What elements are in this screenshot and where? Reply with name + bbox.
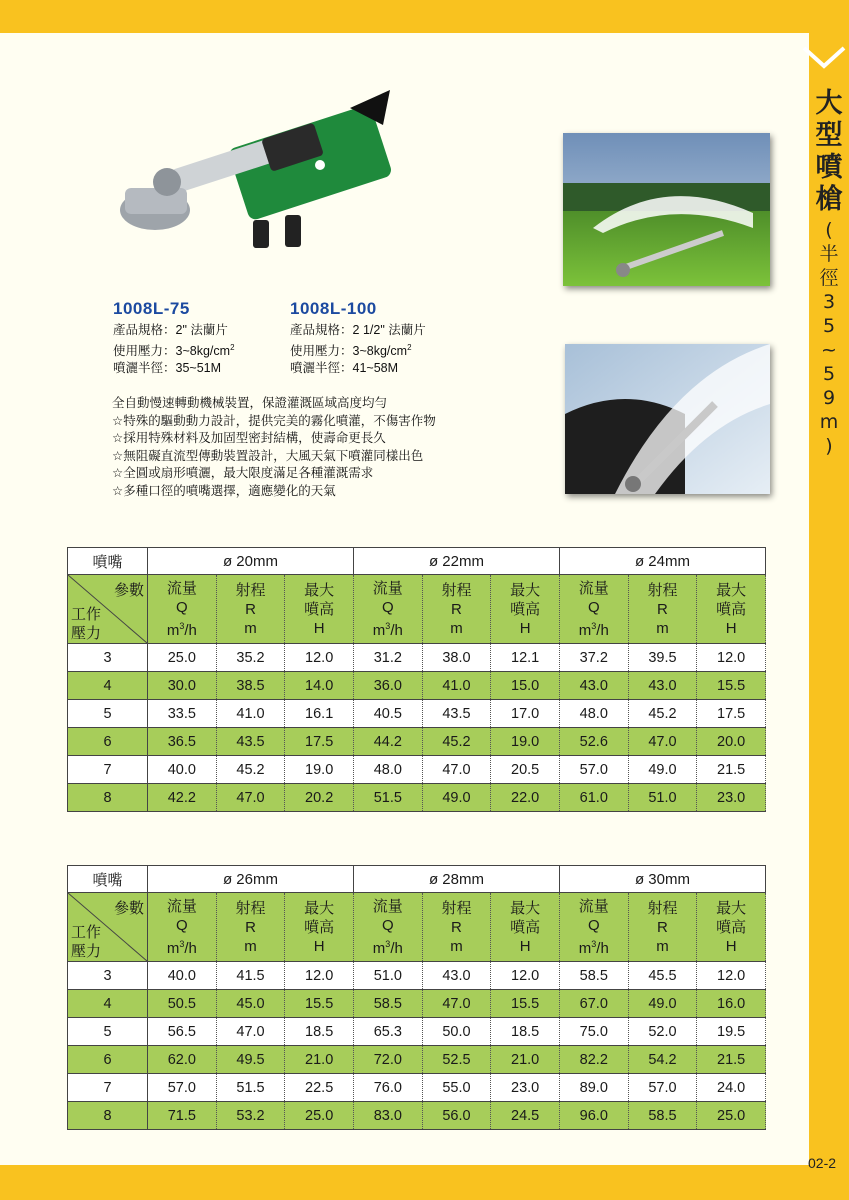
value-cell: 40.5 xyxy=(353,700,422,728)
range-header: 射程 R m xyxy=(216,893,285,962)
value-cell: 57.0 xyxy=(628,1074,697,1102)
value-cell: 67.0 xyxy=(559,990,628,1018)
value-cell: 36.5 xyxy=(148,728,217,756)
product-image xyxy=(115,70,405,270)
spec-table-1 xyxy=(67,547,766,812)
side-title: 大 型 噴 槍 xyxy=(815,88,843,215)
model-spec-size: 產品規格：2" 法蘭片 xyxy=(113,323,228,337)
model-spec-radius: 噴灑半徑：35~51M xyxy=(113,361,222,376)
model-spec-radius: 噴灑半徑：41~58M xyxy=(290,361,399,376)
pressure-cell: 5 xyxy=(68,1018,148,1046)
value-cell: 96.0 xyxy=(559,1102,628,1130)
value-cell: 40.0 xyxy=(148,756,217,784)
value-cell: 62.0 xyxy=(148,1046,217,1074)
value-cell: 65.3 xyxy=(353,1018,422,1046)
value-cell: 21.0 xyxy=(285,1046,354,1074)
value-cell: 22.0 xyxy=(491,784,560,812)
value-cell: 45.0 xyxy=(216,990,285,1018)
model-spec-size: 產品規格：2 1/2" 法蘭片 xyxy=(290,323,426,337)
feature-item: ☆全圓或扇形噴灑，最大限度滿足各種灌溉需求 xyxy=(112,465,374,480)
value-cell: 19.0 xyxy=(491,728,560,756)
value-cell: 15.5 xyxy=(697,672,766,700)
nozzle-size: ø 22mm xyxy=(353,548,559,575)
value-cell: 45.5 xyxy=(628,962,697,990)
value-cell: 61.0 xyxy=(559,784,628,812)
value-cell: 43.0 xyxy=(628,672,697,700)
table-row xyxy=(68,1102,766,1130)
value-cell: 12.0 xyxy=(285,962,354,990)
table-row xyxy=(68,644,766,672)
value-cell: 41.5 xyxy=(216,962,285,990)
value-cell: 24.5 xyxy=(491,1102,560,1130)
value-cell: 49.0 xyxy=(422,784,491,812)
flow-header: 流量 Q $m^3/h$ xyxy=(148,575,217,644)
range-header: 射程 R m xyxy=(628,893,697,962)
flow-header: 流量 Q $m^3/h$ xyxy=(353,893,422,962)
pressure-cell: 6 xyxy=(68,1046,148,1074)
value-cell: 51.5 xyxy=(353,784,422,812)
table-row xyxy=(68,990,766,1018)
model-spec-pressure: 使用壓力：$3\sim 8kg/cm^2$ xyxy=(290,343,412,359)
value-cell: 48.0 xyxy=(559,700,628,728)
value-cell: 14.0 xyxy=(285,672,354,700)
value-cell: 48.0 xyxy=(353,756,422,784)
value-cell: 17.0 xyxy=(491,700,560,728)
pressure-cell: 6 xyxy=(68,728,148,756)
value-cell: 57.0 xyxy=(559,756,628,784)
value-cell: 36.0 xyxy=(353,672,422,700)
chevron-down-icon xyxy=(800,40,849,80)
value-cell: 38.0 xyxy=(422,644,491,672)
value-cell: 47.0 xyxy=(216,784,285,812)
table-row xyxy=(68,700,766,728)
value-cell: 12.0 xyxy=(697,962,766,990)
height-header: 最大 噴高 H xyxy=(491,893,560,962)
table-row xyxy=(68,728,766,756)
pressure-cell: 4 xyxy=(68,672,148,700)
value-cell: 19.5 xyxy=(697,1018,766,1046)
flow-header: 流量 Q $m^3/h$ xyxy=(353,575,422,644)
value-cell: 49.5 xyxy=(216,1046,285,1074)
range-header: 射程 R m xyxy=(422,575,491,644)
table-row xyxy=(68,672,766,700)
feature-item: ☆無阻礙直流型傳動裝置設計，大風天氣下噴灌同樣出色 xyxy=(112,447,424,463)
pressure-cell: 4 xyxy=(68,990,148,1018)
page-number: 02-2 xyxy=(808,1155,837,1171)
value-cell: 54.2 xyxy=(628,1046,697,1074)
pressure-cell: 3 xyxy=(68,644,148,672)
value-cell: 43.0 xyxy=(422,962,491,990)
nozzle-header-row xyxy=(68,866,766,893)
value-cell: 50.0 xyxy=(422,1018,491,1046)
value-cell: 16.1 xyxy=(285,700,354,728)
value-cell: 52.6 xyxy=(559,728,628,756)
height-header: 最大 噴高 H xyxy=(697,575,766,644)
table-row xyxy=(68,1046,766,1074)
nozzle-label: 噴嘴 xyxy=(68,866,148,893)
value-cell: 56.0 xyxy=(422,1102,491,1130)
value-cell: 33.5 xyxy=(148,700,217,728)
value-cell: 47.0 xyxy=(216,1018,285,1046)
value-cell: 12.1 xyxy=(491,644,560,672)
feature-item: 全自動慢速轉動機械裝置，保證灌溉區域高度均勻 xyxy=(112,395,388,410)
feature-list xyxy=(112,394,436,499)
value-cell: 21.5 xyxy=(697,1046,766,1074)
corner-cell xyxy=(68,575,148,644)
value-cell: 45.2 xyxy=(216,756,285,784)
value-cell: 56.5 xyxy=(148,1018,217,1046)
field-photo xyxy=(563,133,770,286)
flow-header: 流量 Q $m^3/h$ xyxy=(559,575,628,644)
value-cell: 47.0 xyxy=(628,728,697,756)
table-row xyxy=(68,756,766,784)
flow-header: 流量 Q $m^3/h$ xyxy=(559,893,628,962)
value-cell: 53.2 xyxy=(216,1102,285,1130)
value-cell: 43.5 xyxy=(216,728,285,756)
value-cell: 38.5 xyxy=(216,672,285,700)
value-cell: 43.5 xyxy=(422,700,491,728)
model-spec-pressure: 使用壓力：$3\sim 8kg/cm^2$ xyxy=(113,343,235,359)
value-cell: 82.2 xyxy=(559,1046,628,1074)
value-cell: 25.0 xyxy=(697,1102,766,1130)
table-row xyxy=(68,784,766,812)
value-cell: 51.5 xyxy=(216,1074,285,1102)
value-cell: 24.0 xyxy=(697,1074,766,1102)
value-cell: 55.0 xyxy=(422,1074,491,1102)
value-cell: 49.0 xyxy=(628,990,697,1018)
value-cell: 16.0 xyxy=(697,990,766,1018)
nozzle-size: ø 28mm xyxy=(353,866,559,893)
param-header-row xyxy=(68,893,766,962)
value-cell: 58.5 xyxy=(628,1102,697,1130)
param-label: 參數 xyxy=(113,582,144,599)
value-cell: 20.2 xyxy=(285,784,354,812)
value-cell: 75.0 xyxy=(559,1018,628,1046)
pressure-cell: 8 xyxy=(68,784,148,812)
value-cell: 37.2 xyxy=(559,644,628,672)
value-cell: 20.5 xyxy=(491,756,560,784)
value-cell: 12.0 xyxy=(491,962,560,990)
feature-item: ☆採用特殊材料及加固型密封結構，使壽命更長久 xyxy=(112,430,386,445)
nozzle-size: ø 24mm xyxy=(559,548,765,575)
value-cell: 41.0 xyxy=(216,700,285,728)
value-cell: 31.2 xyxy=(353,644,422,672)
model-1008l-100 xyxy=(290,299,426,377)
value-cell: 51.0 xyxy=(353,962,422,990)
value-cell: 58.5 xyxy=(353,990,422,1018)
value-cell: 22.5 xyxy=(285,1074,354,1102)
value-cell: 17.5 xyxy=(697,700,766,728)
value-cell: 23.0 xyxy=(697,784,766,812)
nozzle-size: ø 26mm xyxy=(148,866,354,893)
height-header: 最大 噴高 H xyxy=(285,893,354,962)
feature-item: ☆特殊的驅動動力設計，提供完美的霧化噴灌，不傷害作物 xyxy=(112,412,436,428)
value-cell: 45.2 xyxy=(422,728,491,756)
value-cell: 12.0 xyxy=(697,644,766,672)
value-cell: 18.5 xyxy=(491,1018,560,1046)
value-cell: 25.0 xyxy=(285,1102,354,1130)
value-cell: 21.0 xyxy=(491,1046,560,1074)
table-row xyxy=(68,1074,766,1102)
nozzle-label: 噴嘴 xyxy=(68,548,148,575)
top-border xyxy=(0,0,849,33)
value-cell: 89.0 xyxy=(559,1074,628,1102)
value-cell: 15.0 xyxy=(491,672,560,700)
side-subtitle: ( 半 徑 3 5 ~ 5 9 m ) xyxy=(819,219,839,457)
corner-cell xyxy=(68,893,148,962)
value-cell: 35.2 xyxy=(216,644,285,672)
value-cell: 15.5 xyxy=(491,990,560,1018)
model-name: 1008L-100 xyxy=(290,299,377,318)
table-row xyxy=(68,1018,766,1046)
pressure-label: 工作 壓力 xyxy=(71,924,102,960)
model-name: 1008L-75 xyxy=(113,299,190,318)
model-1008l-75 xyxy=(113,299,235,377)
value-cell: 25.0 xyxy=(148,644,217,672)
range-header: 射程 R m xyxy=(216,575,285,644)
value-cell: 19.0 xyxy=(285,756,354,784)
value-cell: 52.5 xyxy=(422,1046,491,1074)
height-header: 最大 噴高 H xyxy=(697,893,766,962)
value-cell: 49.0 xyxy=(628,756,697,784)
param-header-row xyxy=(68,575,766,644)
pressure-cell: 5 xyxy=(68,700,148,728)
nozzle-size: ø 20mm xyxy=(148,548,354,575)
value-cell: 57.0 xyxy=(148,1074,217,1102)
value-cell: 12.0 xyxy=(285,644,354,672)
value-cell: 30.0 xyxy=(148,672,217,700)
param-label: 參數 xyxy=(113,900,144,917)
nozzle-size: ø 30mm xyxy=(559,866,765,893)
height-header: 最大 噴高 H xyxy=(285,575,354,644)
pressure-cell: 7 xyxy=(68,756,148,784)
spec-table-2 xyxy=(67,865,766,1130)
value-cell: 15.5 xyxy=(285,990,354,1018)
value-cell: 47.0 xyxy=(422,990,491,1018)
value-cell: 23.0 xyxy=(491,1074,560,1102)
pressure-label: 工作 壓力 xyxy=(71,606,102,642)
value-cell: 39.5 xyxy=(628,644,697,672)
value-cell: 40.0 xyxy=(148,962,217,990)
value-cell: 71.5 xyxy=(148,1102,217,1130)
value-cell: 72.0 xyxy=(353,1046,422,1074)
feature-item: ☆多種口徑的噴嘴選擇，適應變化的天氣 xyxy=(112,482,336,498)
value-cell: 20.0 xyxy=(697,728,766,756)
value-cell: 51.0 xyxy=(628,784,697,812)
value-cell: 47.0 xyxy=(422,756,491,784)
value-cell: 50.5 xyxy=(148,990,217,1018)
pressure-cell: 8 xyxy=(68,1102,148,1130)
value-cell: 83.0 xyxy=(353,1102,422,1130)
value-cell: 41.0 xyxy=(422,672,491,700)
value-cell: 42.2 xyxy=(148,784,217,812)
pressure-cell: 7 xyxy=(68,1074,148,1102)
height-header: 最大 噴高 H xyxy=(491,575,560,644)
pressure-cell: 3 xyxy=(68,962,148,990)
value-cell: 44.2 xyxy=(353,728,422,756)
range-header: 射程 R m xyxy=(628,575,697,644)
flow-header: 流量 Q $m^3/h$ xyxy=(148,893,217,962)
value-cell: 58.5 xyxy=(559,962,628,990)
value-cell: 18.5 xyxy=(285,1018,354,1046)
value-cell: 52.0 xyxy=(628,1018,697,1046)
range-header: 射程 R m xyxy=(422,893,491,962)
value-cell: 43.0 xyxy=(559,672,628,700)
value-cell: 45.2 xyxy=(628,700,697,728)
value-cell: 76.0 xyxy=(353,1074,422,1102)
table-row xyxy=(68,962,766,990)
spray-photo xyxy=(565,344,770,494)
nozzle-header-row xyxy=(68,548,766,575)
value-cell: 21.5 xyxy=(697,756,766,784)
value-cell: 17.5 xyxy=(285,728,354,756)
